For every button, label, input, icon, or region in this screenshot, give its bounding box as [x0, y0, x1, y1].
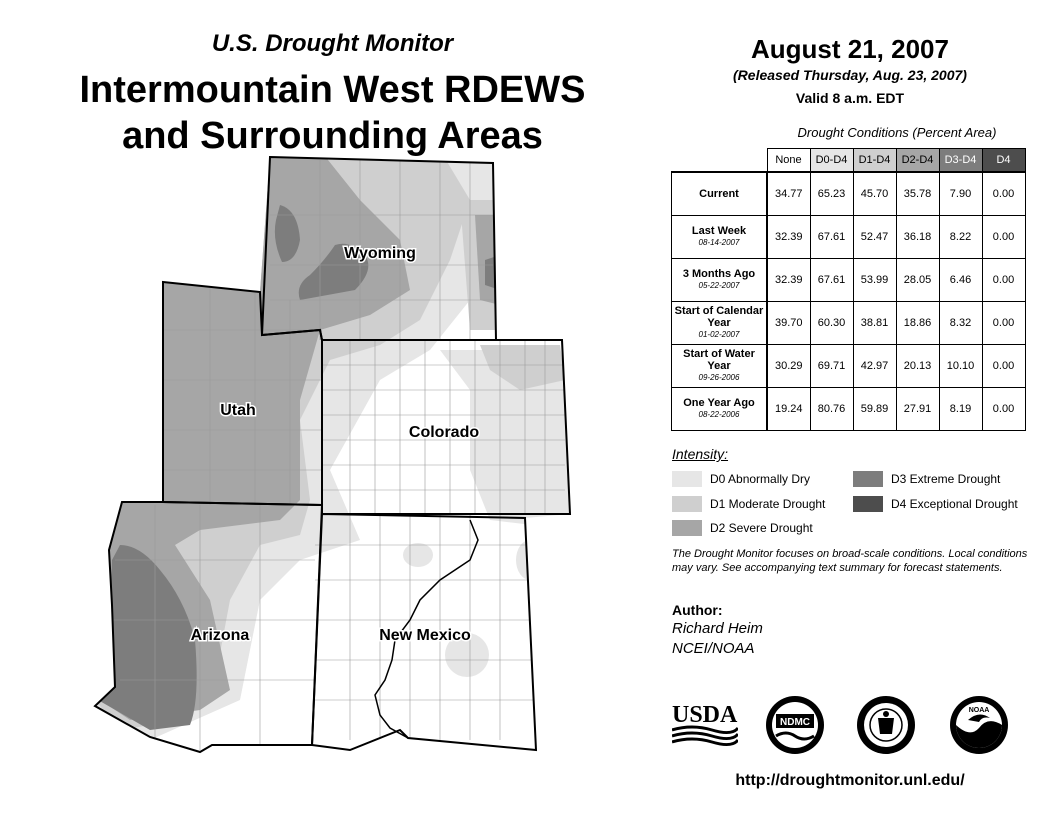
- cell: 0.00: [982, 259, 1025, 302]
- usda-logo-text: USDA: [672, 702, 738, 728]
- state-label-wyoming: Wyoming: [344, 245, 416, 262]
- legend-item-d3: [853, 471, 1000, 487]
- release-date: (Released Thursday, Aug. 23, 2007): [733, 67, 967, 83]
- row-label-text: Start of Calendar Year: [674, 305, 764, 329]
- legend-item-d2: [672, 520, 813, 536]
- legend-label: D3 Extreme Drought: [891, 472, 1001, 486]
- noaa-logo-icon: [948, 694, 1010, 756]
- cell: 8.19: [939, 388, 982, 431]
- cell: 32.39: [767, 216, 810, 259]
- row-label-text: Start of Water Year: [683, 348, 755, 372]
- cell: 38.81: [853, 302, 896, 345]
- row-label: [672, 302, 768, 345]
- table-title: Drought Conditions (Percent Area): [797, 125, 997, 140]
- row-label-text: 3 Months Ago: [682, 268, 756, 280]
- cell: 42.97: [853, 345, 896, 388]
- row-label-text: Last Week: [691, 225, 747, 237]
- map-subtitle: U.S. Drought Monitor: [211, 30, 454, 57]
- cell: 80.76: [810, 388, 853, 431]
- row-date: 08-14-2007: [698, 238, 740, 247]
- col-d0-d4: D0-D4: [810, 149, 853, 173]
- cell: 27.91: [896, 388, 939, 431]
- legend-swatch: [672, 471, 702, 487]
- website-link[interactable]: http://droughtmonitor.unl.edu/: [735, 772, 965, 789]
- table-row: [672, 216, 1026, 259]
- map-title-line2: and Surrounding Areas: [122, 115, 543, 157]
- table-row: [672, 388, 1026, 431]
- cell: 35.78: [896, 172, 939, 216]
- cell: 45.70: [853, 172, 896, 216]
- table-row: [672, 259, 1026, 302]
- state-label-arizona: Arizona: [190, 627, 250, 644]
- author-org: NCEI/NOAA: [672, 640, 755, 657]
- cell: 28.05: [896, 259, 939, 302]
- cell: 39.70: [767, 302, 810, 345]
- row-date: 08-22-2006: [698, 410, 740, 419]
- cell: 60.30: [810, 302, 853, 345]
- cell: 0.00: [982, 216, 1025, 259]
- commerce-seal-icon: [855, 694, 917, 756]
- cell: 8.32: [939, 302, 982, 345]
- map-title-line1: Intermountain West RDEWS: [79, 69, 586, 111]
- cell: 69.71: [810, 345, 853, 388]
- disclaimer-note: The Drought Monitor focuses on broad-scale conditions. Local conditions may vary. See accompanying text summary for forecast statements.: [672, 548, 1028, 574]
- row-label: [672, 172, 768, 216]
- col-d1-d4: D1-D4: [853, 149, 896, 173]
- row-label-text: One Year Ago: [683, 397, 755, 409]
- table-row: [672, 345, 1026, 388]
- state-label-colorado: Colorado: [408, 424, 480, 441]
- legend-title: Intensity:: [672, 446, 729, 462]
- legend-label: D0 Abnormally Dry: [710, 472, 811, 486]
- table-header-row: [672, 149, 1026, 173]
- report-date: August 21, 2007: [751, 34, 949, 64]
- cell: 34.77: [767, 172, 810, 216]
- legend-swatch: [853, 496, 883, 512]
- drought-stats-table: [671, 148, 1026, 431]
- cell: 65.23: [810, 172, 853, 216]
- row-label: [672, 216, 768, 259]
- cell: 0.00: [982, 388, 1025, 431]
- row-label: [672, 345, 768, 388]
- legend-label: D1 Moderate Drought: [710, 497, 826, 511]
- row-date: 01-02-2007: [698, 330, 740, 339]
- row-date: 05-22-2007: [698, 281, 740, 290]
- cell: 67.61: [810, 259, 853, 302]
- cell: 67.61: [810, 216, 853, 259]
- cell: 59.89: [853, 388, 896, 431]
- cell: 0.00: [982, 345, 1025, 388]
- cell: 10.10: [939, 345, 982, 388]
- state-label-utah: Utah: [220, 402, 256, 419]
- usda-logo-icon: [672, 700, 738, 748]
- cell: 36.18: [896, 216, 939, 259]
- legend-item-d1: [672, 496, 825, 512]
- table-row: [672, 302, 1026, 345]
- table-corner: [672, 149, 768, 173]
- valid-time: Valid 8 a.m. EDT: [795, 90, 905, 106]
- col-d2-d4: D2-D4: [896, 149, 939, 173]
- col-d3-d4: D3-D4: [939, 149, 982, 173]
- cell: 19.24: [767, 388, 810, 431]
- row-label: [672, 259, 768, 302]
- cell: 6.46: [939, 259, 982, 302]
- row-date: 09-26-2006: [698, 373, 740, 382]
- legend-swatch: [672, 520, 702, 536]
- cell: 18.86: [896, 302, 939, 345]
- noaa-logo-text: NOAA: [968, 707, 990, 714]
- legend-item-d4: [853, 496, 1018, 512]
- legend-swatch: [672, 496, 702, 512]
- row-label-text: Current: [699, 188, 739, 200]
- state-label-new-mexico: New Mexico: [379, 627, 471, 644]
- cell: 0.00: [982, 302, 1025, 345]
- ndmc-logo-text: NDMC: [780, 717, 810, 728]
- col-none: None: [767, 149, 810, 173]
- cell: 53.99: [853, 259, 896, 302]
- legend-swatch: [853, 471, 883, 487]
- author-name: Richard Heim: [672, 620, 763, 637]
- cell: 8.22: [939, 216, 982, 259]
- ndmc-logo-icon: [764, 694, 826, 756]
- legend-item-d0: [672, 471, 810, 487]
- legend-label: D4 Exceptional Drought: [891, 497, 1018, 511]
- cell: 20.13: [896, 345, 939, 388]
- col-d4: D4: [982, 149, 1025, 173]
- cell: 0.00: [982, 172, 1025, 216]
- legend-label: D2 Severe Drought: [710, 521, 813, 535]
- cell: 32.39: [767, 259, 810, 302]
- table-row: [672, 172, 1026, 216]
- cell: 7.90: [939, 172, 982, 216]
- row-label: [672, 388, 768, 431]
- cell: 30.29: [767, 345, 810, 388]
- author-heading: Author:: [672, 602, 723, 618]
- cell: 52.47: [853, 216, 896, 259]
